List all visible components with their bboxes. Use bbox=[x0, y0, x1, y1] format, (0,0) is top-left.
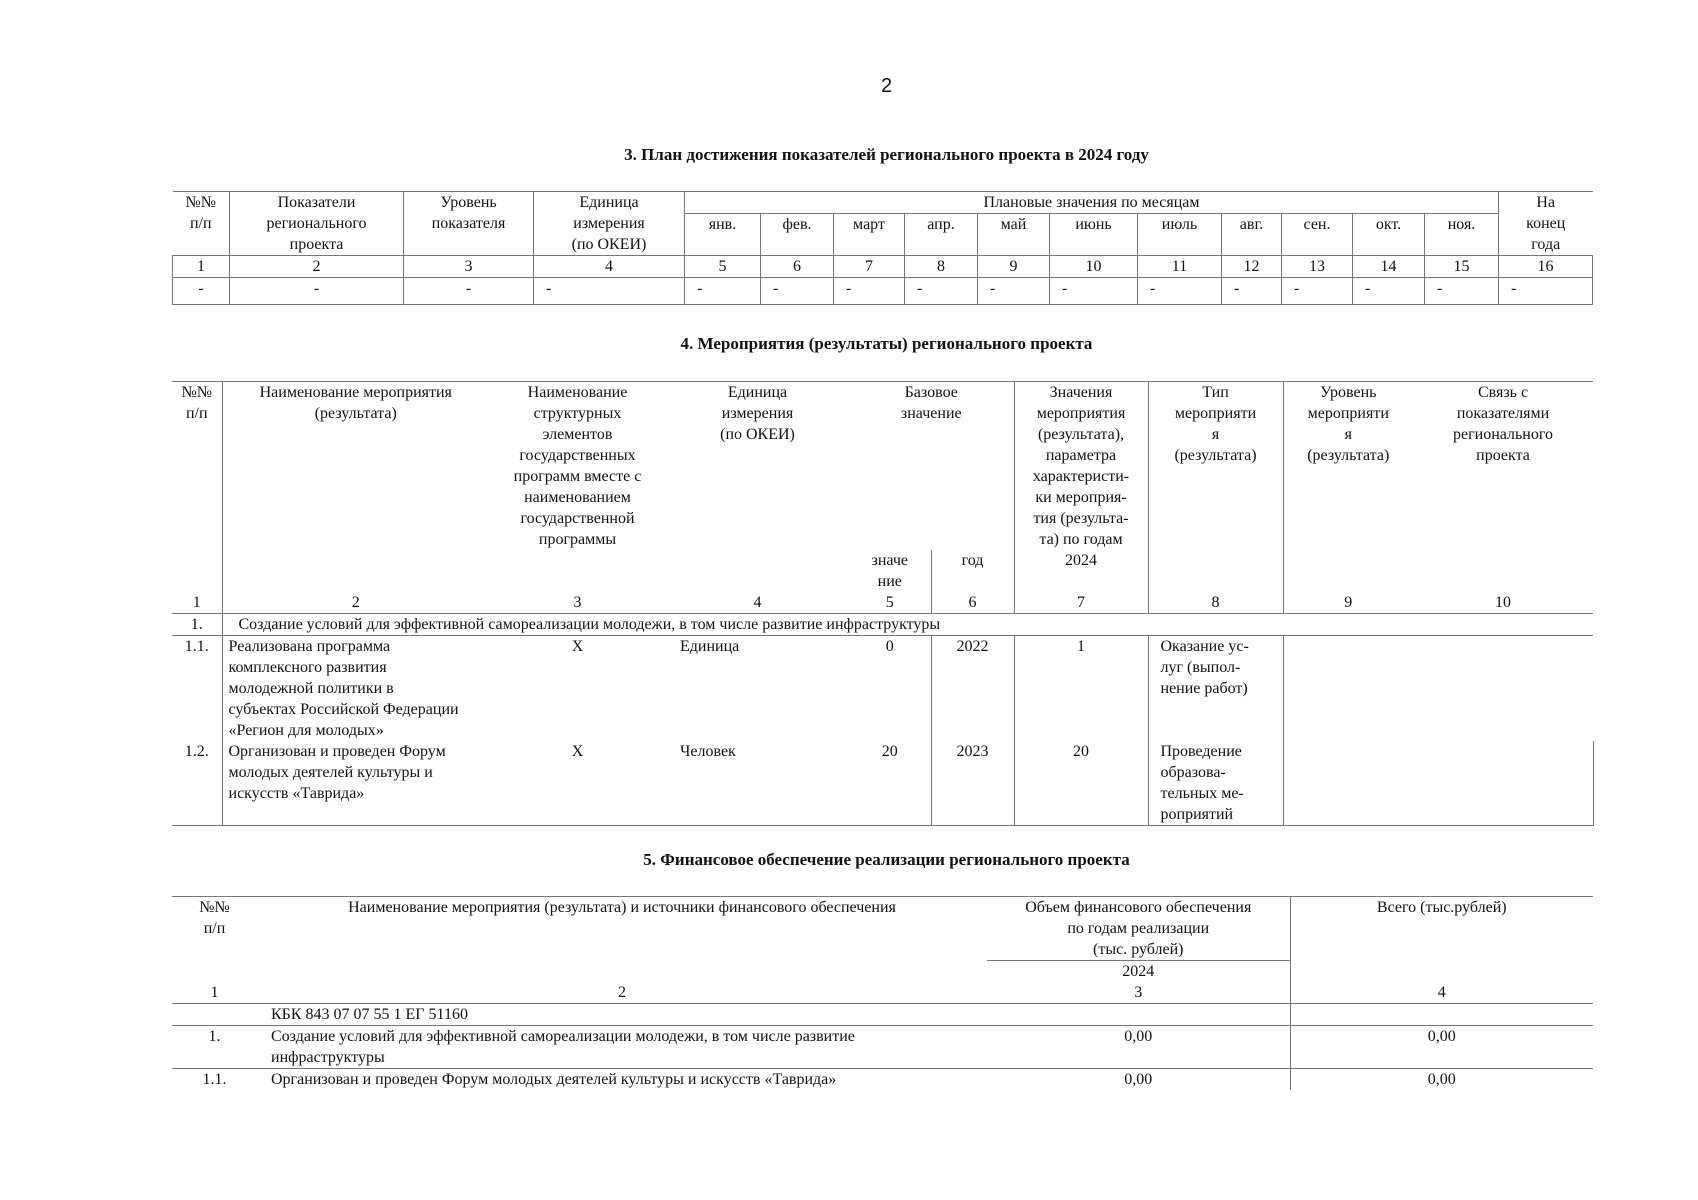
s3-col-number: 16 bbox=[1499, 256, 1593, 278]
s4-group-num: 1. bbox=[172, 614, 222, 636]
s3-month: июнь bbox=[1050, 214, 1138, 256]
s3-month: окт. bbox=[1353, 214, 1425, 256]
s3-cell: - bbox=[685, 278, 761, 305]
s4-row-base-value: 0 bbox=[885, 638, 894, 655]
s3-cell: - bbox=[230, 278, 404, 305]
s5-kbk: КБК 843 07 07 55 1 ЕГ 51160 bbox=[257, 1004, 987, 1026]
s4-header-level: Уровень мероприяти я (результата) bbox=[1283, 382, 1413, 593]
s3-col-number: 9 bbox=[978, 256, 1050, 278]
s3-col-number: 14 bbox=[1353, 256, 1425, 278]
s4-header-values-year: 2024 bbox=[1065, 552, 1097, 569]
s3-month: сен. bbox=[1282, 214, 1353, 256]
s4-row-base-year: 2022 bbox=[931, 636, 1014, 742]
s3-cell: - bbox=[978, 278, 1050, 305]
s4-col-number: 4 bbox=[666, 592, 849, 614]
s3-cell: - bbox=[761, 278, 834, 305]
s4-group-name: Создание условий для эффективной самореализации молодежи, в том числе развитие инфраструктуры bbox=[222, 614, 1593, 636]
s3-cell: - bbox=[1282, 278, 1353, 305]
s4-row-unit: Единица bbox=[680, 638, 740, 655]
s3-month: май bbox=[978, 214, 1050, 256]
s3-month: март bbox=[834, 214, 905, 256]
s4-row-value-2024: 20 bbox=[1014, 741, 1148, 826]
s5-row-value-2024: 0,00 bbox=[1124, 1071, 1153, 1088]
s4-header-base-value: значе ние bbox=[871, 552, 908, 590]
s3-header-year-end: На конец года bbox=[1499, 192, 1593, 256]
s3-col-number: 15 bbox=[1425, 256, 1499, 278]
s5-row-total: 0,00 bbox=[1290, 1069, 1593, 1091]
s4-col-number: 5 bbox=[849, 592, 931, 614]
s3-col-number: 5 bbox=[685, 256, 761, 278]
s5-header-num: №№ п/п bbox=[172, 897, 257, 961]
s3-cell: - bbox=[1353, 278, 1425, 305]
s4-row-base-value: 20 bbox=[849, 741, 931, 826]
s4-row-structural: Х bbox=[489, 741, 666, 826]
s3-header-level: Уровень показателя bbox=[404, 192, 534, 256]
page-number: 2 bbox=[880, 75, 893, 97]
s3-header-indicators: Показатели регионального проекта bbox=[230, 192, 404, 256]
section-3-table bbox=[172, 191, 1593, 305]
s5-row-num: 1. bbox=[172, 1026, 257, 1069]
s3-header-unit: Единица измерения (по ОКЕИ) bbox=[534, 192, 685, 256]
s3-col-number: 11 bbox=[1138, 256, 1222, 278]
s3-col-number: 3 bbox=[404, 256, 534, 278]
s4-row-num: 1.2. bbox=[172, 741, 222, 826]
s3-cell: - bbox=[1499, 278, 1593, 305]
s3-col-number: 2 bbox=[230, 256, 404, 278]
s4-col-number: 10 bbox=[1413, 592, 1593, 614]
s3-col-number: 12 bbox=[1222, 256, 1282, 278]
s3-col-number: 7 bbox=[834, 256, 905, 278]
s4-header-values bbox=[1014, 382, 1148, 593]
s5-col-number: 3 bbox=[987, 982, 1290, 1004]
s3-cell: - bbox=[404, 278, 534, 305]
s3-cell: - bbox=[1222, 278, 1282, 305]
section-5-table bbox=[172, 896, 1593, 1090]
s3-col-number: 4 bbox=[534, 256, 685, 278]
s4-row-name: Организован и проведен Форум молодых деятелей культуры и искусств «Таврида» bbox=[222, 741, 489, 826]
section-5-title: 5. Финансовое обеспечение реализации регионального проекта bbox=[643, 850, 1130, 869]
s3-month: апр. bbox=[905, 214, 978, 256]
section-4-title: 4. Мероприятия (результаты) регионального проекта bbox=[680, 334, 1093, 353]
s4-header-num: №№ п/п bbox=[172, 382, 222, 551]
s5-col-number: 4 bbox=[1290, 982, 1593, 1004]
section-4-table bbox=[172, 381, 1594, 826]
s3-cell: - bbox=[834, 278, 905, 305]
s3-header-num: №№ п/п bbox=[173, 192, 230, 256]
s4-col-number: 1 bbox=[172, 592, 222, 614]
s3-col-number: 1 bbox=[173, 256, 230, 278]
s3-cell: - bbox=[905, 278, 978, 305]
s4-row-value-2024: 1 bbox=[1014, 636, 1148, 742]
s4-header-unit: Единица измерения (по ОКЕИ) bbox=[666, 382, 849, 551]
s4-header-base: Базовое значение bbox=[849, 382, 1014, 551]
s4-col-number: 3 bbox=[489, 592, 666, 614]
s3-col-number: 8 bbox=[905, 256, 978, 278]
s5-row-name: Организован и проведен Форум молодых деятелей культуры и искусств «Таврида» bbox=[271, 1071, 837, 1088]
s4-row-num: 1.1. bbox=[184, 638, 209, 655]
s5-header-total: Всего (тыс.рублей) bbox=[1290, 897, 1593, 983]
section-3-title: 3. План достижения показателей регионального проекта в 2024 году bbox=[624, 145, 1149, 164]
s4-row-name: Реализована программа комплексного развития молодежной политики в субъектах Российской Федерации «Регион для молодых» bbox=[222, 636, 489, 742]
s4-row-structural: Х bbox=[571, 638, 584, 655]
s3-col-number: 13 bbox=[1282, 256, 1353, 278]
s4-row-base-year: 2023 bbox=[931, 741, 1014, 826]
s4-col-number: 9 bbox=[1283, 592, 1413, 614]
s5-col-number: 1 bbox=[172, 982, 257, 1004]
s5-row-name: Создание условий для эффективной самореализации молодежи, в том числе развитие инфраструктуры bbox=[257, 1026, 987, 1069]
s3-cell: - bbox=[534, 278, 685, 305]
s3-month: авг. bbox=[1222, 214, 1282, 256]
s4-header-base-year: год bbox=[931, 550, 1014, 592]
s3-header-monthly: Плановые значения по месяцам bbox=[685, 192, 1499, 214]
s3-month: июль bbox=[1138, 214, 1222, 256]
s5-row-num: 1.1. bbox=[202, 1071, 227, 1088]
s5-row-value-2024: 0,00 bbox=[987, 1026, 1290, 1069]
s4-col-number: 7 bbox=[1014, 592, 1148, 614]
s5-header-name: Наименование мероприятия (результата) и источники финансового обеспечения bbox=[257, 897, 987, 961]
s3-month: ноя. bbox=[1425, 214, 1499, 256]
s4-header-type: Тип мероприяти я (результата) bbox=[1148, 382, 1283, 593]
s4-header-name: Наименование мероприятия (результата) bbox=[222, 382, 489, 551]
s4-header-values-text: Значения мероприятия (результата), параметра характеристи- ки мероприя- тия (результа- та) по годам bbox=[1032, 384, 1130, 548]
s3-col-number: 10 bbox=[1050, 256, 1138, 278]
s4-row-type: Оказание ус- луг (выпол- нение работ) bbox=[1148, 636, 1283, 742]
s3-cell: - bbox=[1425, 278, 1499, 305]
s3-month: янв. bbox=[685, 214, 761, 256]
s4-col-number: 6 bbox=[931, 592, 1014, 614]
s3-cell: - bbox=[1050, 278, 1138, 305]
s4-row-type: Проведение образова- тельных ме- роприятий bbox=[1148, 741, 1283, 826]
s5-header-volume: Объем финансового обеспечения по годам реализации (тыс. рублей) bbox=[987, 897, 1290, 961]
s4-header-link: Связь с показателями регионального проекта bbox=[1413, 382, 1593, 593]
s3-month: фев. bbox=[761, 214, 834, 256]
s4-col-number: 2 bbox=[222, 592, 489, 614]
s4-col-number: 8 bbox=[1148, 592, 1283, 614]
s5-row-total: 0,00 bbox=[1290, 1026, 1593, 1069]
s3-cell: - bbox=[1138, 278, 1222, 305]
s3-col-number: 6 bbox=[761, 256, 834, 278]
s3-cell: - bbox=[173, 278, 230, 305]
s4-row-unit: Человек bbox=[666, 741, 849, 826]
s4-header-structural: Наименование структурных элементов государственных программ вместе с наименованием государственной программы bbox=[489, 382, 666, 551]
s5-col-number: 2 bbox=[257, 982, 987, 1004]
s5-header-year: 2024 bbox=[1122, 963, 1155, 980]
